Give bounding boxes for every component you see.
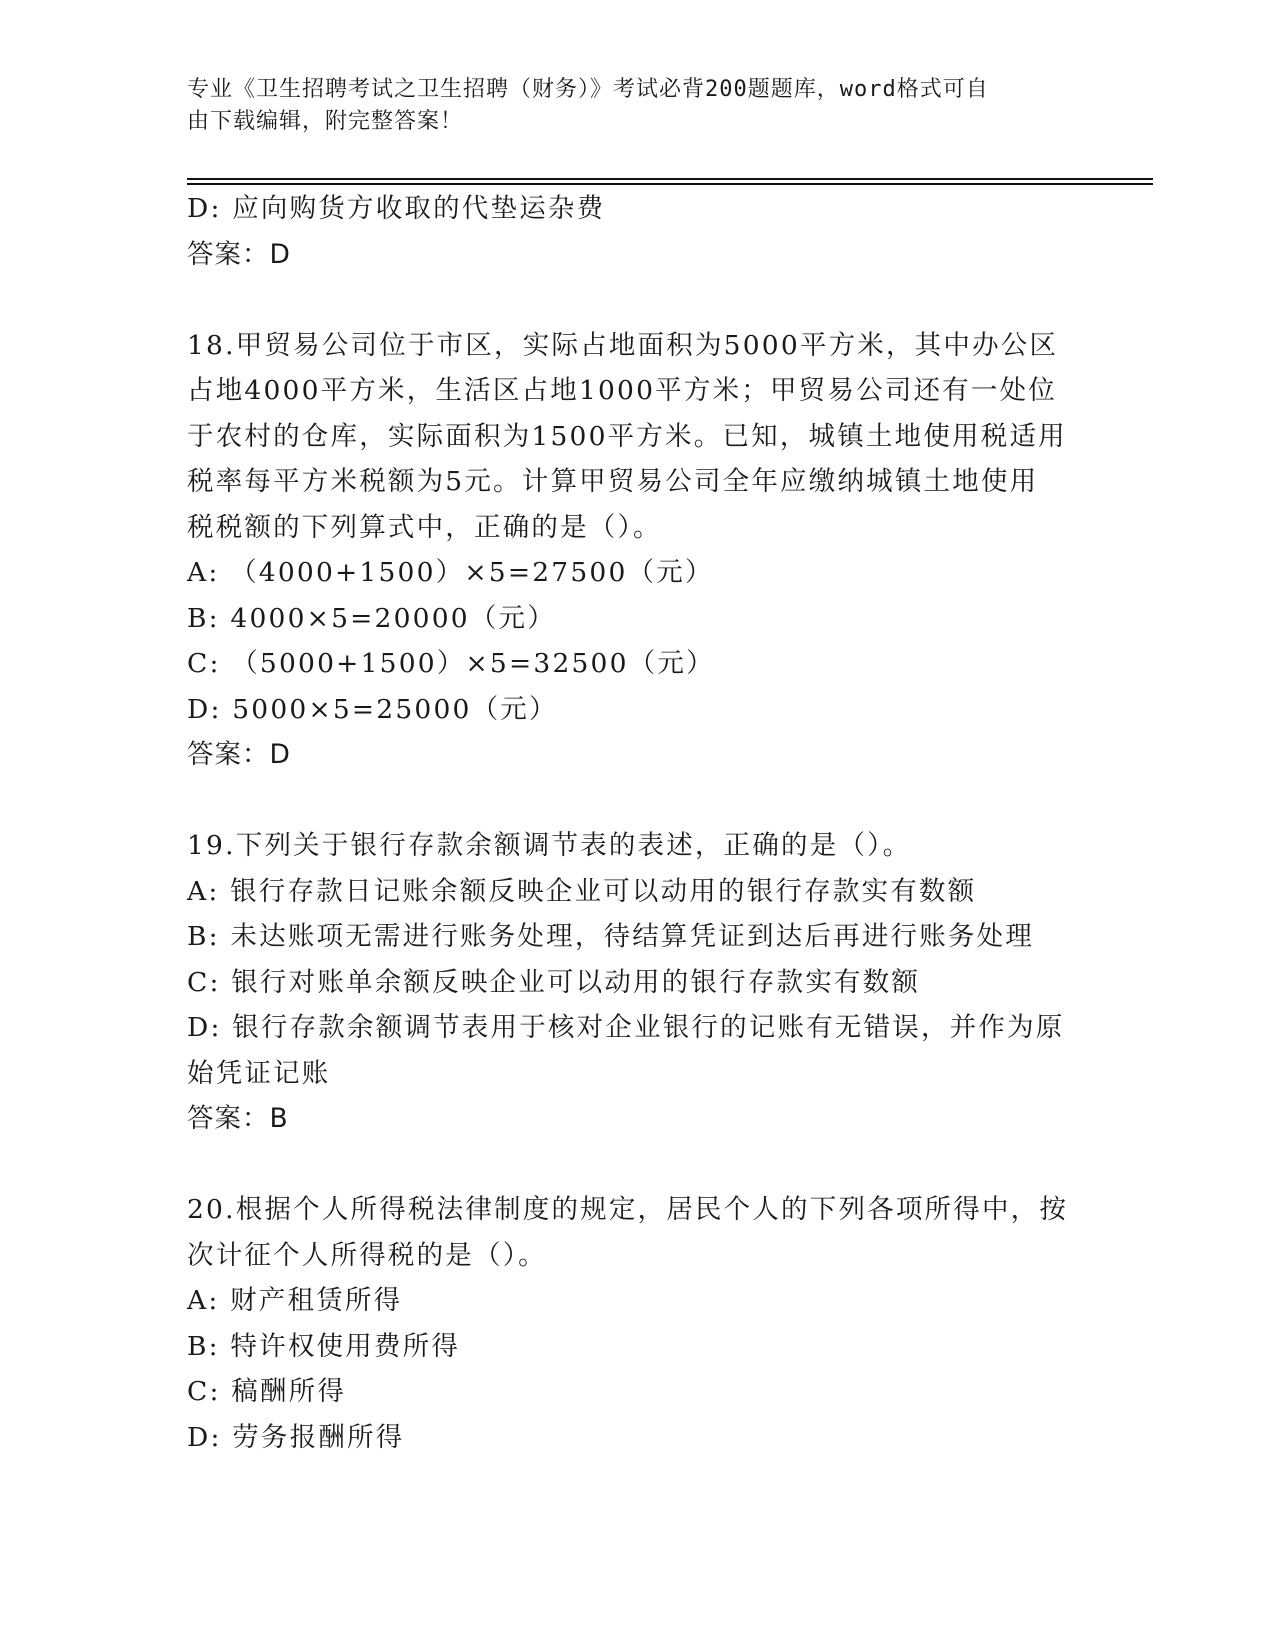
spacer [187, 1142, 1087, 1188]
header-line-2: 由下载编辑，附完整答案！ [187, 109, 464, 134]
question-stem-line: 占地4000平方米，生活区占地1000平方米；甲贸易公司还有一处位 [187, 375, 1057, 406]
option-a: A: （4000+1500）×5=27500（元） [187, 557, 714, 588]
question-stem-line: 20.根据个人所得税法律制度的规定，居民个人的下列各项所得中，按 [187, 1194, 1069, 1225]
answer-label: 答案：D [187, 238, 291, 270]
question-content [187, 186, 1087, 1460]
spacer [187, 778, 1087, 824]
option-c: C: （5000+1500）×5=32500（元） [187, 648, 715, 679]
question-stem-line: 次计征个人所得税的是（）。 [187, 1239, 547, 1271]
question-stem-line: 18.甲贸易公司位于市区，实际占地面积为5000平方米，其中办公区 [187, 329, 1059, 361]
answer-label: 答案：D [187, 739, 291, 770]
answer-label: 答案：B [187, 1103, 289, 1134]
option-d: D: 劳务报酬所得 [187, 1421, 405, 1453]
option-a: A: 财产租赁所得 [187, 1285, 403, 1316]
option-c: C: 银行对账单余额反映企业可以动用的银行存款实有数额 [187, 966, 921, 998]
header-divider-top [187, 178, 1153, 180]
header-divider-bottom [187, 183, 1153, 185]
question-18 [187, 323, 1087, 778]
option-c: C: 稿酬所得 [187, 1376, 347, 1407]
page-header [187, 74, 1067, 138]
option-d: D: 5000×5=25000（元） [187, 693, 558, 725]
question-stem-line: 于农村的仓库，实际面积为1500平方米。已知，城镇土地使用税适用 [187, 420, 1067, 452]
question-20 [187, 1187, 1087, 1460]
option-d-continued: 始凭证记账 [187, 1057, 331, 1089]
header-line-1: 专业《卫生招聘考试之卫生招聘（财务）》考试必背200题题库，word格式可自 [187, 77, 989, 102]
option-d: D: 应向购货方收取的代垫运杂费 [187, 193, 606, 224]
option-b: B: 特许权使用费所得 [187, 1330, 461, 1362]
option-b: B: 未达账项无需进行账务处理，待结算凭证到达后再进行账务处理 [187, 921, 1035, 952]
question-stem-line: 19.下列关于银行存款余额调节表的表述，正确的是（）。 [187, 830, 912, 861]
option-d: D: 银行存款余额调节表用于核对企业银行的记账有无错误，并作为原 [187, 1012, 1065, 1043]
previous-question-tail [187, 186, 1087, 277]
question-19 [187, 823, 1087, 1142]
option-b: B: 4000×5=20000（元） [187, 602, 556, 634]
spacer [187, 277, 1087, 323]
option-a: A: 银行存款日记账余额反映企业可以动用的银行存款实有数额 [187, 875, 977, 907]
question-stem-line: 税率每平方米税额为5元。计算甲贸易公司全年应缴纳城镇土地使用 [187, 466, 1039, 497]
question-stem-line: 税税额的下列算式中，正确的是（）。 [187, 511, 662, 543]
